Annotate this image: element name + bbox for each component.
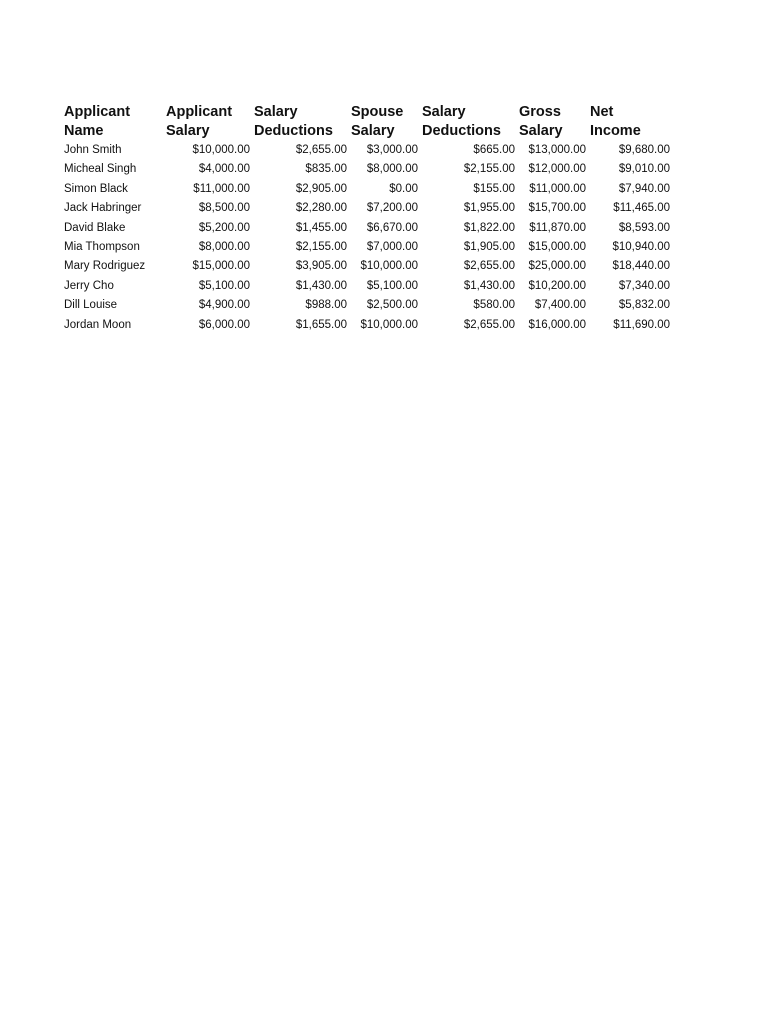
spouse-deductions-cell: $2,655.00 xyxy=(463,260,515,273)
spouse-deductions-cell: $1,822.00 xyxy=(463,221,515,234)
spouse-salary-cell: $7,200.00 xyxy=(366,202,418,215)
header-row xyxy=(62,103,672,141)
applicant-salary-cell: $10,000.00 xyxy=(192,144,250,156)
gross-salary-cell: $10,200.00 xyxy=(528,279,586,292)
salary-table xyxy=(62,103,672,335)
applicant-salary-cell: $5,100.00 xyxy=(198,279,250,292)
applicant-salary-cell: $4,000.00 xyxy=(198,163,250,176)
applicant-deductions-cell: $3,905.00 xyxy=(295,260,347,273)
spouse-deductions-cell: $2,655.00 xyxy=(463,318,515,331)
net-income-cell: $8,593.00 xyxy=(618,221,670,234)
spouse-salary-cell: $10,000.00 xyxy=(360,318,418,331)
net-income-cell: $7,940.00 xyxy=(618,182,670,195)
spouse-salary-cell: $0.00 xyxy=(389,182,418,195)
net-income-cell: $7,340.00 xyxy=(618,279,670,292)
applicant-deductions-cell: $2,905.00 xyxy=(295,182,347,195)
table-row xyxy=(62,160,672,179)
applicant-salary-cell: $5,200.00 xyxy=(198,221,250,234)
applicant-name-cell: Mary Rodriguez xyxy=(64,260,146,273)
spouse-deductions-cell: $1,905.00 xyxy=(463,241,515,254)
applicant-deductions-cell: $1,455.00 xyxy=(295,221,347,234)
applicant-name-cell: David Blake xyxy=(64,221,126,234)
table-row xyxy=(62,316,672,335)
header-applicant-name: Applicant Name xyxy=(64,104,131,139)
applicant-deductions-cell: $1,430.00 xyxy=(295,279,347,292)
applicant-name-cell: Micheal Singh xyxy=(64,163,137,176)
applicant-salary-cell: $4,900.00 xyxy=(198,299,250,312)
table-row xyxy=(62,296,672,315)
gross-salary-cell: $11,000.00 xyxy=(529,182,586,195)
spouse-salary-cell: $6,670.00 xyxy=(366,221,418,234)
table-row xyxy=(62,219,672,238)
gross-salary-cell: $15,000.00 xyxy=(528,241,586,254)
applicant-deductions-cell: $2,280.00 xyxy=(295,202,347,215)
gross-salary-cell: $12,000.00 xyxy=(528,163,586,176)
spouse-deductions-cell: $665.00 xyxy=(473,144,515,156)
header-gross-salary: Gross Salary xyxy=(519,104,563,139)
table-row xyxy=(62,277,672,296)
net-income-cell: $18,440.00 xyxy=(612,260,670,273)
spouse-deductions-cell: $155.00 xyxy=(473,182,515,195)
spouse-salary-cell: $2,500.00 xyxy=(366,299,418,312)
spouse-salary-cell: $3,000.00 xyxy=(366,144,418,156)
applicant-deductions-cell: $1,655.00 xyxy=(295,318,347,331)
gross-salary-cell: $15,700.00 xyxy=(528,202,586,215)
gross-salary-cell: $7,400.00 xyxy=(534,299,586,312)
spouse-salary-cell: $7,000.00 xyxy=(366,241,418,254)
applicant-name-cell: Simon Black xyxy=(64,182,128,195)
applicant-name-cell: Dill Louise xyxy=(64,299,118,312)
spouse-salary-cell: $8,000.00 xyxy=(366,163,418,176)
applicant-salary-cell: $8,000.00 xyxy=(198,241,250,254)
applicant-salary-cell: $11,000.00 xyxy=(193,182,250,195)
spouse-salary-cell: $5,100.00 xyxy=(366,279,418,292)
applicant-salary-cell: $15,000.00 xyxy=(192,260,250,273)
net-income-cell: $5,832.00 xyxy=(618,299,670,312)
table-row xyxy=(62,141,672,160)
applicant-deductions-cell: $2,655.00 xyxy=(295,144,347,156)
table-row xyxy=(62,199,672,218)
gross-salary-cell: $25,000.00 xyxy=(528,260,586,273)
applicant-salary-cell: $8,500.00 xyxy=(198,202,250,215)
applicant-name-cell: Mia Thompson xyxy=(64,241,140,254)
gross-salary-cell: $16,000.00 xyxy=(528,318,586,331)
spouse-salary-cell: $10,000.00 xyxy=(360,260,418,273)
header-applicant-deductions: Salary Deductions xyxy=(254,104,333,139)
net-income-cell: $11,690.00 xyxy=(613,318,670,331)
spouse-deductions-cell: $1,430.00 xyxy=(463,279,515,292)
spouse-deductions-cell: $2,155.00 xyxy=(463,163,515,176)
salary-sheet xyxy=(62,103,672,335)
header-spouse-deductions: Salary Deductions xyxy=(422,104,501,139)
applicant-salary-cell: $6,000.00 xyxy=(198,318,250,331)
net-income-cell: $9,010.00 xyxy=(618,163,670,176)
gross-salary-cell: $13,000.00 xyxy=(528,144,586,156)
applicant-name-cell: Jordan Moon xyxy=(64,318,132,331)
applicant-deductions-cell: $2,155.00 xyxy=(295,241,347,254)
net-income-cell: $11,465.00 xyxy=(613,202,670,215)
applicant-name-cell: John Smith xyxy=(64,144,122,156)
applicant-deductions-cell: $988.00 xyxy=(305,299,347,312)
gross-salary-cell: $11,870.00 xyxy=(529,221,586,234)
net-income-cell: $10,940.00 xyxy=(612,241,670,254)
applicant-name-cell: Jack Habringer xyxy=(64,202,142,215)
table-row xyxy=(62,180,672,199)
header-net-income: Net Income xyxy=(590,104,641,139)
table-row xyxy=(62,238,672,257)
net-income-cell: $9,680.00 xyxy=(618,144,670,156)
applicant-name-cell: Jerry Cho xyxy=(64,279,114,292)
spouse-deductions-cell: $1,955.00 xyxy=(463,202,515,215)
header-spouse-salary: Spouse Salary xyxy=(351,104,404,139)
applicant-deductions-cell: $835.00 xyxy=(305,163,347,176)
header-applicant-salary: Applicant Salary xyxy=(166,104,233,139)
table-row xyxy=(62,257,672,276)
spouse-deductions-cell: $580.00 xyxy=(473,299,515,312)
